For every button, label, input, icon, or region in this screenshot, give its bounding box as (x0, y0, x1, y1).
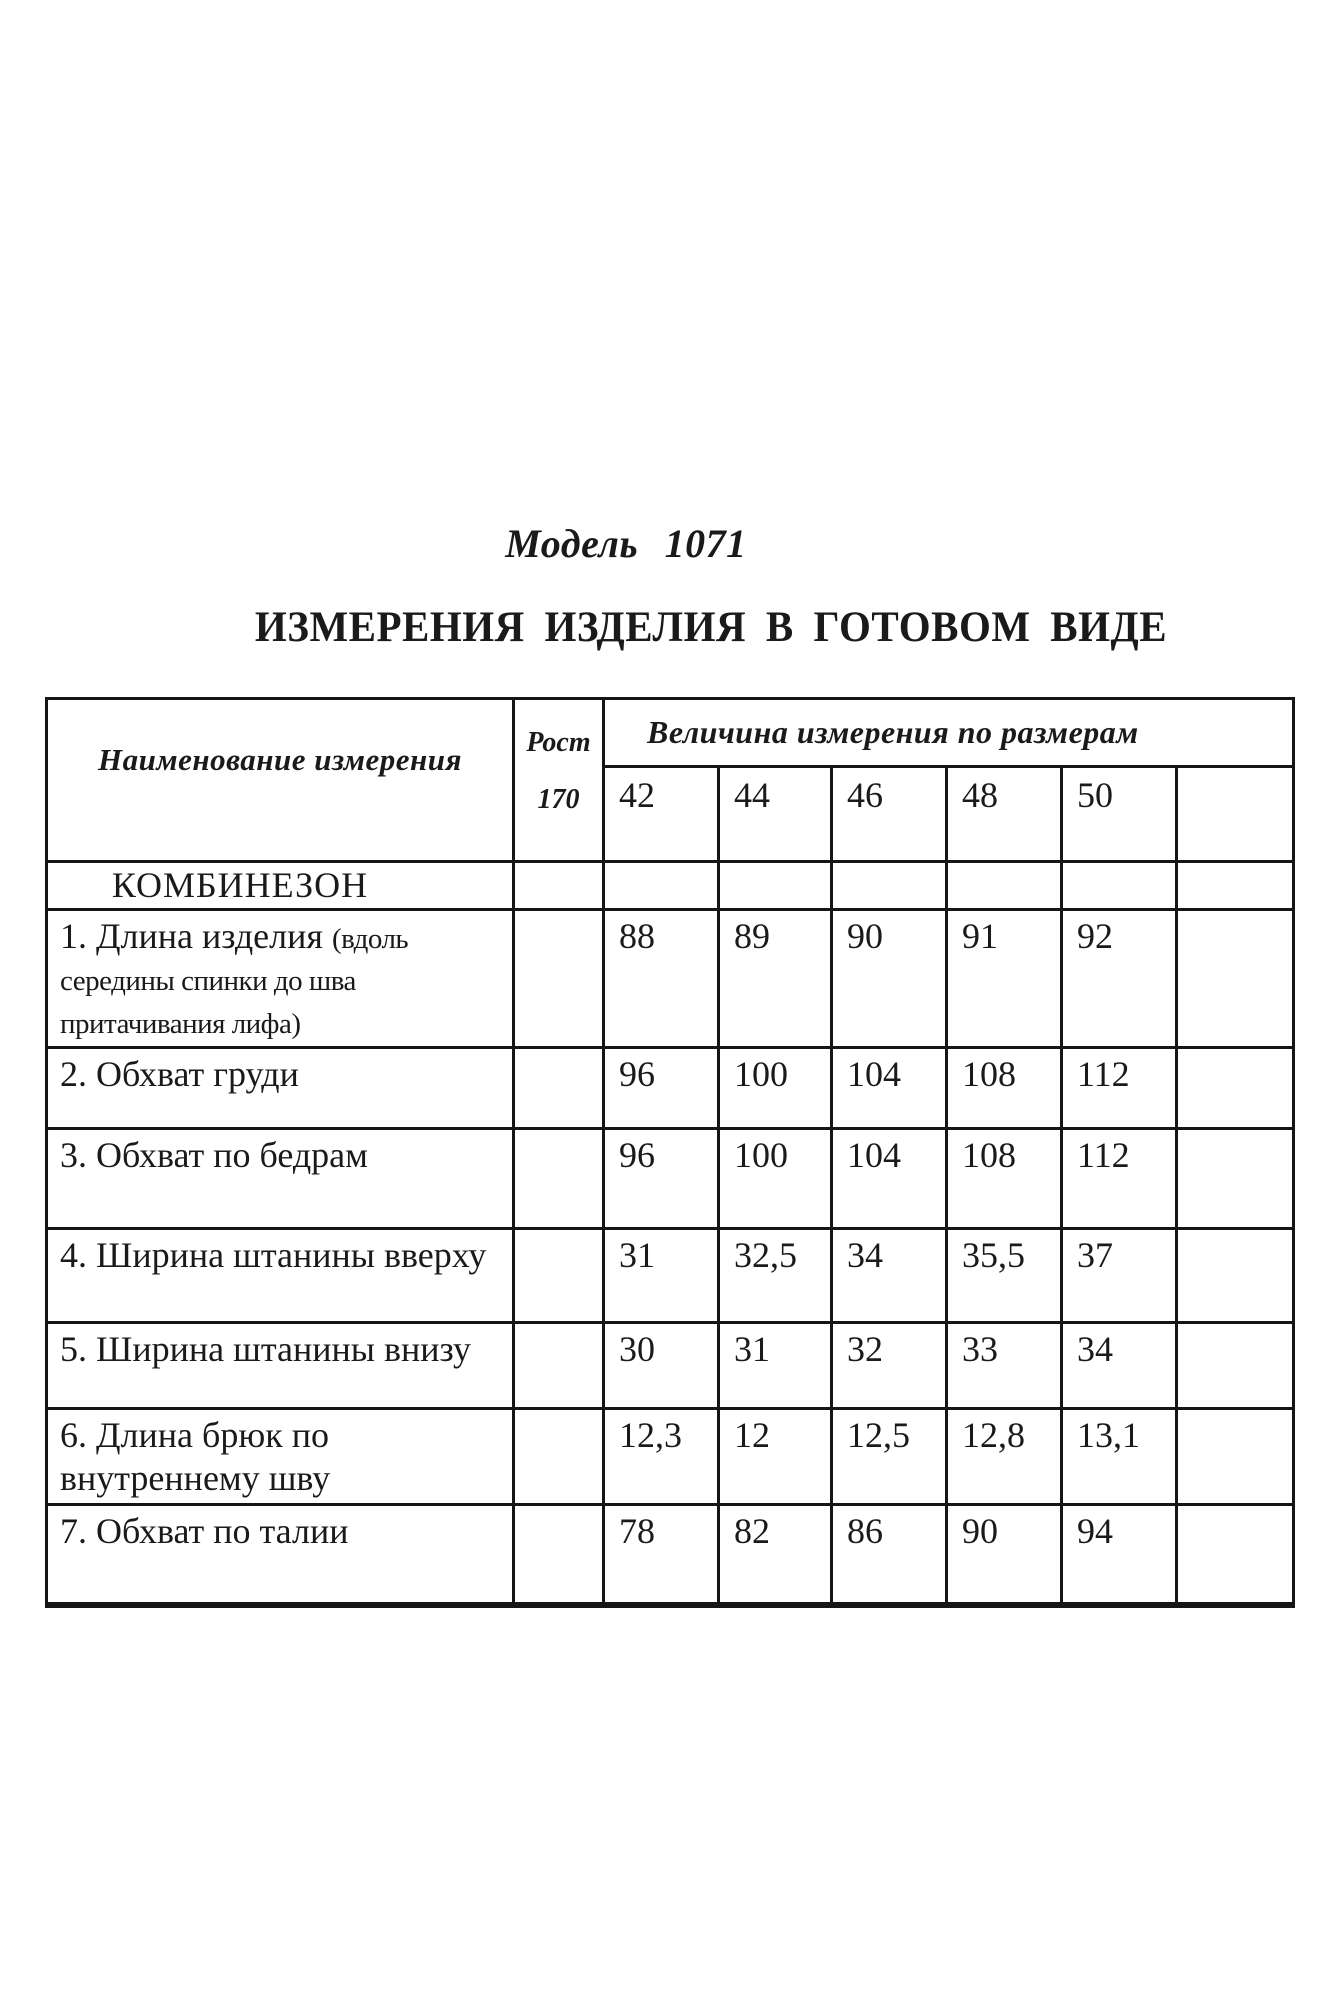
row-label: 5. Ширина штанины внизу (60, 1329, 471, 1370)
empty-cell (1177, 862, 1294, 910)
value-cell: 33 (947, 1323, 1062, 1409)
rost-cell (514, 862, 604, 910)
value-cell: 90 (832, 910, 947, 1048)
row-label: 3. Обхват по бедрам (60, 1135, 368, 1176)
value-cell (947, 862, 1062, 910)
value-cell: 82 (719, 1505, 832, 1605)
value-cell: 34 (1062, 1323, 1177, 1409)
rost-cell (514, 1229, 604, 1323)
value-cell: 12 (719, 1409, 832, 1505)
row-label: 4. Ширина штанины вверху (60, 1235, 487, 1276)
row-label-cell (47, 910, 514, 1048)
empty-cell (1177, 1323, 1294, 1409)
rost-cell (514, 1409, 604, 1505)
measurement-row (47, 910, 1294, 1048)
value-cell: 12,3 (604, 1409, 719, 1505)
value-cell: 78 (604, 1505, 719, 1605)
measurement-row (47, 1505, 1294, 1605)
size-column-header: 48 (947, 767, 1062, 862)
value-cell (1062, 862, 1177, 910)
rost-cell (514, 1129, 604, 1229)
value-cell: 31 (719, 1323, 832, 1409)
row-label-note: (вдоль середины спинки до шва притачивания лифа) (60, 923, 409, 1040)
value-cell: 35,5 (947, 1229, 1062, 1323)
value-cell: 31 (604, 1229, 719, 1323)
empty-cell (1177, 1409, 1294, 1505)
measurement-row (47, 1048, 1294, 1129)
row-label: 7. Обхват по талии (60, 1511, 349, 1552)
rost-cell (514, 1505, 604, 1605)
row-label-cell (47, 1323, 514, 1409)
value-cell: 112 (1062, 1129, 1177, 1229)
value-cell (604, 862, 719, 910)
value-cell (832, 862, 947, 910)
value-cell: 92 (1062, 910, 1177, 1048)
row-label-cell (47, 1409, 514, 1505)
section-label: КОМБИНЕЗОН (47, 862, 514, 910)
rost-cell (514, 1323, 604, 1409)
measurement-row (47, 1229, 1294, 1323)
measurements-table (45, 697, 1295, 1608)
value-cell: 90 (947, 1505, 1062, 1605)
value-cell: 112 (1062, 1048, 1177, 1129)
size-column-header: 44 (719, 767, 832, 862)
value-cell: 108 (947, 1048, 1062, 1129)
value-cell: 100 (719, 1048, 832, 1129)
value-cell: 96 (604, 1129, 719, 1229)
section-heading: ИЗМЕРЕНИЯ ИЗДЕЛИЯ В ГОТОВОМ ВИДЕ (254, 602, 1168, 651)
size-column-header: 42 (604, 767, 719, 862)
size-column-header: 46 (832, 767, 947, 862)
value-cell: 13,1 (1062, 1409, 1177, 1505)
value-cell: 12,8 (947, 1409, 1062, 1505)
empty-cell (1177, 1129, 1294, 1229)
measurement-row (47, 1409, 1294, 1505)
measurement-row (47, 1323, 1294, 1409)
row-label-cell (47, 1229, 514, 1323)
rost-cell (514, 1048, 604, 1129)
value-cell: 37 (1062, 1229, 1177, 1323)
name-column-header: Наименование измерения (47, 699, 514, 862)
rost-label: Рост (526, 727, 591, 758)
value-cell: 30 (604, 1323, 719, 1409)
row-label-cell (47, 1048, 514, 1129)
row-label: 1. Длина изделия (60, 916, 323, 956)
model-title: Модель 1071 (505, 521, 747, 566)
value-cell: 88 (604, 910, 719, 1048)
table-header-row-top (47, 699, 1294, 767)
empty-cell (1177, 1229, 1294, 1323)
value-cell (719, 862, 832, 910)
value-cell: 96 (604, 1048, 719, 1129)
value-cell: 32 (832, 1323, 947, 1409)
value-cell: 104 (832, 1129, 947, 1229)
value-cell: 34 (832, 1229, 947, 1323)
value-cell: 108 (947, 1129, 1062, 1229)
value-cell: 94 (1062, 1505, 1177, 1605)
value-cell: 32,5 (719, 1229, 832, 1323)
sizes-span-header: Величина измерения по размерам (604, 699, 1294, 767)
section-row (47, 862, 1294, 910)
row-label: 2. Обхват груди (60, 1054, 299, 1095)
rost-value: 170 (537, 784, 580, 816)
measurement-row (47, 1129, 1294, 1229)
empty-cell (1177, 910, 1294, 1048)
value-cell: 86 (832, 1505, 947, 1605)
empty-cell (1177, 1505, 1294, 1605)
rost-column-header (514, 699, 604, 862)
value-cell: 104 (832, 1048, 947, 1129)
value-cell: 12,5 (832, 1409, 947, 1505)
measurements-table-wrapper (45, 697, 1295, 1608)
empty-cell (1177, 1048, 1294, 1129)
row-label: 6. Длина брюк по внутреннему шву (60, 1415, 331, 1498)
row-label-cell (47, 1505, 514, 1605)
rost-cell (514, 910, 604, 1048)
value-cell: 100 (719, 1129, 832, 1229)
row-label-cell (47, 1129, 514, 1229)
value-cell: 89 (719, 910, 832, 1048)
size-column-header: 50 (1062, 767, 1177, 862)
value-cell: 91 (947, 910, 1062, 1048)
size-column-header-empty (1177, 767, 1294, 862)
